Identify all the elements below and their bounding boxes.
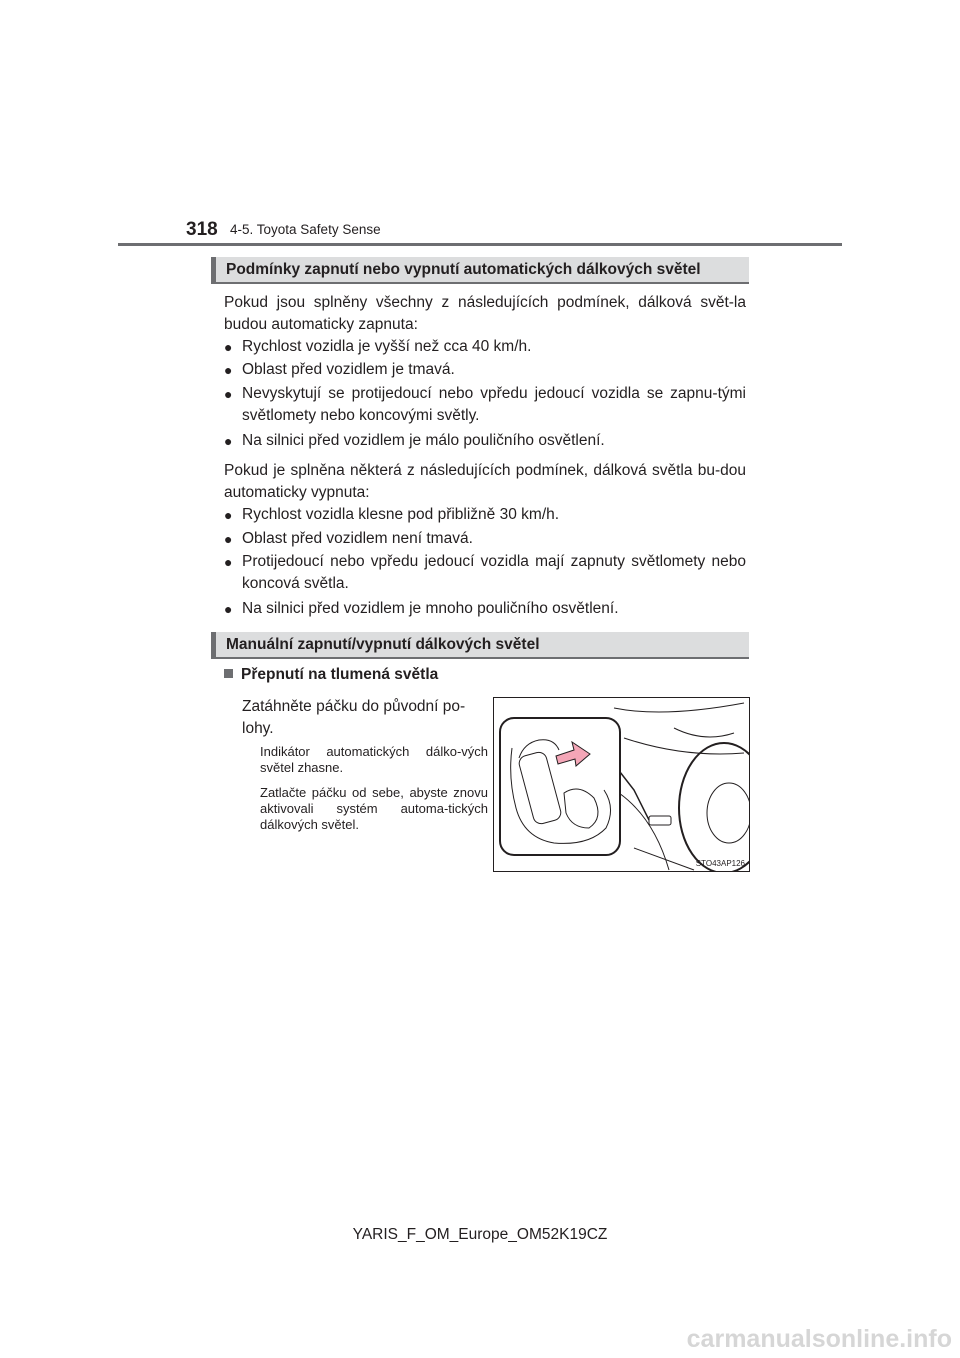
dashboard-line [624,738,744,754]
on-condition-item [224,383,746,427]
on-condition-item [224,336,746,358]
subheading-text: Přepnutí na tlumená světla [241,666,439,683]
intro-on-paragraph: Pokud jsou splněny všechny z následujících podmínek, dálková svět-la budou automaticky zapnuta: [224,294,746,333]
dashboard-line [674,728,734,737]
off-condition-text: Na silnici před vozidlem je mnoho pouličního osvětlení. [242,600,619,617]
lever-drawing [494,698,749,871]
heading-auto-conditions: Podmínky zapnutí nebo vypnutí automatických dálkových světel [211,257,749,284]
subheading-low-beam [224,666,438,684]
illustration-code: STO43AP126 [695,859,745,868]
bullet-dot-icon: ● [224,433,233,449]
steering-wheel [679,743,749,871]
off-condition-text: Oblast před vozidlem není tmavá. [242,530,473,547]
on-condition-text: Oblast před vozidlem je tmavá. [242,361,455,378]
off-condition-text: Protijedoucí nebo vpředu jedoucí vozidla mají zapnuty světlomety nebo koncová světla. [242,553,746,592]
heading-manual-toggle: Manuální zapnutí/vypnutí dálkových světel [211,632,749,659]
bullet-dot-icon: ● [224,507,233,523]
watermark: carmanualsonline.info [686,1325,952,1353]
header-rule [118,243,842,246]
on-condition-text: Na silnici před vozidlem je málo pouličního osvětlení. [242,432,605,449]
square-bullet-icon [224,669,233,678]
bullet-dot-icon: ● [224,601,233,617]
off-condition-item [224,504,746,526]
lever-illustration [493,697,750,872]
on-condition-item [224,359,746,381]
off-condition-item [224,551,746,595]
off-condition-text: Rychlost vozidla klesne pod přibližně 30 km/h. [242,506,560,523]
dashboard-line [614,703,744,712]
dashboard-line [634,848,694,870]
intro-off-paragraph: Pokud je splněna některá z následujících podmínek, dálková světla bu-dou automaticky vypnuta: [224,462,746,501]
step-instruction: Zatáhněte páčku do původní po-lohy. [242,698,466,737]
callout-connector [620,772,649,820]
off-condition-item [224,528,746,550]
zoom-inset [500,718,620,855]
on-condition-item [224,430,746,452]
note-indicator-off: Indikátor automatických dálko-vých světel zhasne. [260,744,488,775]
note-reactivate: Zatlačte páčku od sebe, abyste znovu aktivovali systém automa-tických dálkových světel. [260,785,488,832]
bullet-dot-icon: ● [224,531,233,547]
bullet-dot-icon: ● [224,362,233,378]
page-number: 318 [186,219,218,240]
lever-stub [649,816,671,825]
bullet-dot-icon: ● [224,339,233,355]
bullet-dot-icon: ● [224,554,233,570]
steering-hub [707,783,749,843]
off-condition-item [224,598,746,620]
bullet-dot-icon: ● [224,386,233,402]
on-condition-text: Rychlost vozidla je vyšší než cca 40 km/h. [242,338,532,355]
section-title: 4-5. Toyota Safety Sense [230,222,381,237]
footer-doc-id: YARIS_F_OM_Europe_OM52K19CZ [352,1226,608,1243]
on-condition-text: Nevyskytují se protijedoucí nebo vpředu jedoucí vozidla se zapnu-tými světlomety nebo koncovými světly. [242,385,746,424]
